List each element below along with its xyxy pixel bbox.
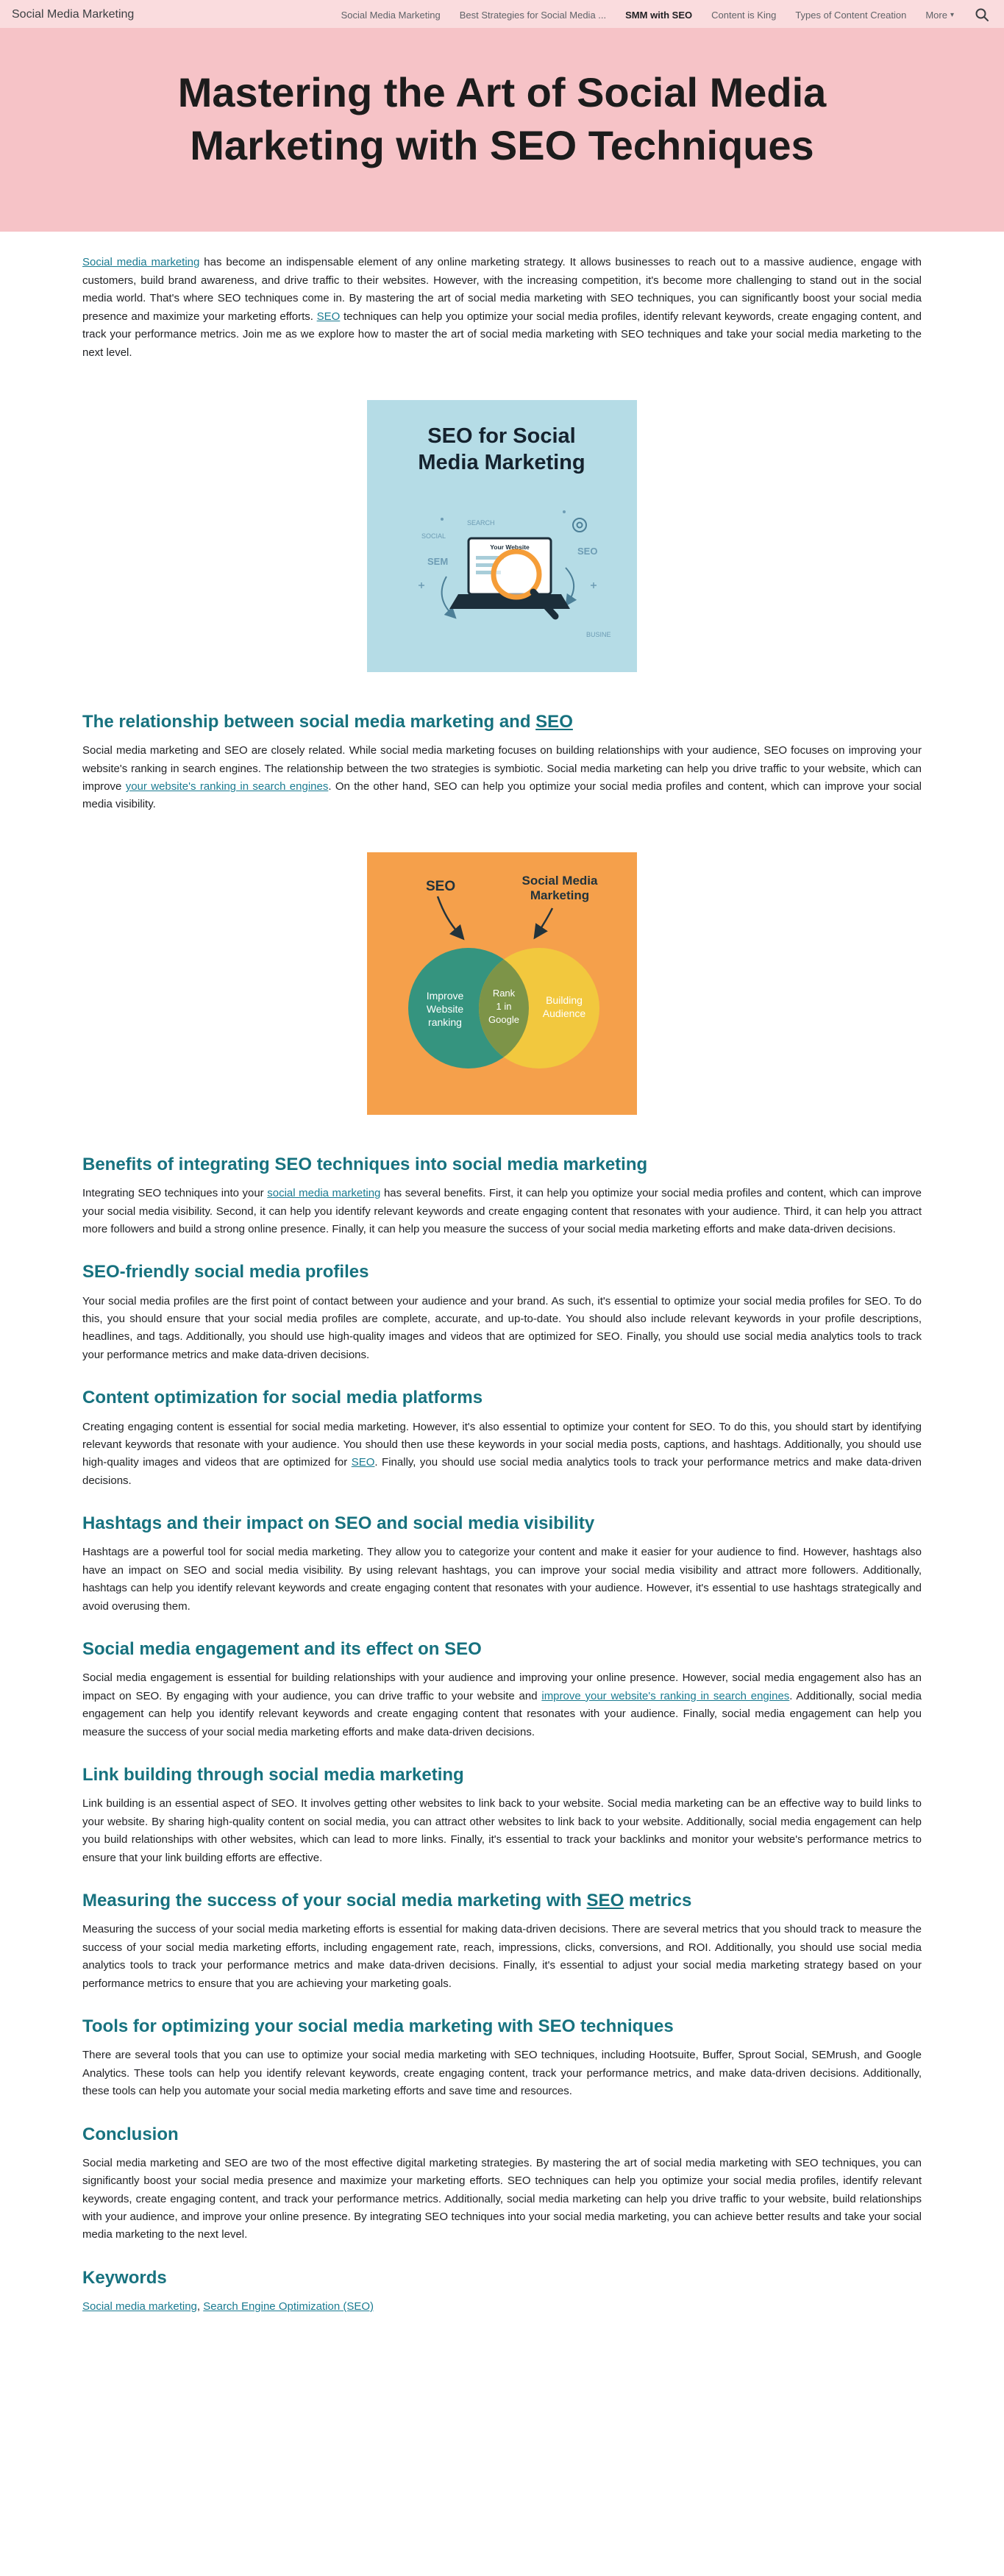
nav-item-types-of-content-creation[interactable] [795, 10, 906, 21]
venn-label-smm-line2: Marketing [530, 888, 590, 902]
section-heading: Hashtags and their impact on SEO and social media visibility [82, 1513, 595, 1534]
section-heading: The relationship between social media marketing and SEO [82, 711, 573, 732]
nav-item-content-is-king[interactable] [711, 10, 776, 21]
doodle-label-seo: SEO [577, 545, 598, 557]
nav-item-more[interactable] [925, 10, 954, 21]
chevron-down-icon: ▾ [950, 10, 954, 19]
paragraph: Social media engagement is essential for building relationships with your audience and improving your online presence. However, social media engagement also has an impact on SEO. By engaging with your audience, you can drive traffic to your website and improve your website's ranking in search engines. Additionally, social media engagement can help you identify relevant keywords and create engaging content that resonates with your audience. Finally, social media engagement can help you measure the success of your social media marketing efforts and make data-driven decisions. [82, 1671, 922, 1738]
inline-link[interactable]: Search Engine Optimization (SEO) [203, 2300, 374, 2313]
section-heading: Keywords [82, 2267, 167, 2288]
article [82, 232, 922, 2350]
nav-item-social-media-marketing[interactable] [341, 10, 441, 21]
paragraph: Hashtags are a powerful tool for social media marketing. They allow you to categorize your content and make it easier for your audience to find. However, hashtags also have an impact on SEO and social media visibility. By using relevant hashtags, you can improve your social media visibility and attract more followers. Additionally, hashtags can help you identify relevant keywords and create engaging content that resonates with your audience. However, it's essential to use hashtags strategically and avoid overusing them. [82, 1546, 922, 1613]
nav-items [341, 10, 954, 21]
paragraph: Your social media profiles are the first point of contact between your audience and your brand. As such, it's essential to optimize your social media profiles for SEO. To do this, you should ensure that your social media profiles are complete, accurate, and up-to-date. You should also include relevant keywords in your profile descriptions, headlines, and tags. Additionally, you should use high-quality images and videos that are optimized for SEO. Finally, you should use social media analytics tools to track your performance metrics and make data-driven decisions. [82, 1294, 922, 1361]
laptop-screen-label: Your Website [490, 543, 530, 551]
doodle-label-sem: SEM [427, 555, 449, 567]
paragraph: There are several tools that you can use to optimize your social media marketing with SEO techniques, including Hootsuite, Buffer, Sprout Social, SEMrush, and Google Analytics. These tools can help you identify relevant keywords, create engaging content, track your performance metrics, and make data-driven decisions. Additionally, these tools can help you automate your social media marketing efforts and save time and resources. [82, 2049, 922, 2098]
nav-item-label: Best Strategies for Social Media ... [459, 9, 607, 21]
paragraph: Link building is an essential aspect of SEO. It involves getting other websites to link back to your website. Social media marketing can be an effective way to build links to your website. By sharing high-quality content on social media, you can attract other websites to link back to your website. Additionally, social media engagement can help you build relationships with other websites, which can lead to more links. Finally, it's essential to track your backlinks and monitor your website's performance metrics to ensure that your link building efforts are effective. [82, 1797, 922, 1864]
venn-label-seo: SEO [426, 878, 456, 894]
paragraph: Social media marketing has become an indispensable element of any online marketing strategy. It allows businesses to reach out to a massive audience, engage with customers, build brand awareness, and drive traffic to their websites. However, with the increasing competition, it's become more challenging to stand out in the social media world. That's where SEO techniques come in. By mastering the art of social media marketing with SEO techniques, you can significantly boost your social media presence and maximize your marketing efforts. SEO techniques can help you optimize your social media profiles, identify relevant keywords, create engaging content, and track your performance metrics. Join me as we explore how to master the art of social media marketing with SEO techniques and take your social media marketing to the next level. [82, 256, 922, 359]
paragraph: Social media marketing and SEO are two of the most effective digital marketing strategies. By mastering the art of social media marketing with SEO techniques, you can significantly boost your social media presence and maximize your marketing efforts. SEO techniques can help you optimize your social media profiles, identify relevant keywords, create engaging content, and track your performance metrics. Additionally, social media marketing can help you drive traffic to your website, build relationships with your audience, and improve your online presence. By integrating SEO techniques into your social media marketing, you can achieve better results and take your social media marketing to the next level. [82, 2156, 922, 2241]
paragraph: Social media marketing, Search Engine Optimization (SEO) [82, 2300, 374, 2313]
paragraph: Creating engaging content is essential for social media marketing. However, it's also essential to optimize your content for SEO. To do this, you should start by identifying relevant keywords that resonate with your audience. You should then use these keywords in your social media posts, captions, and hashtags. Additionally, you should use high-quality images and videos that are optimized for SEO. Finally, you should use social media analytics tools to track your performance metrics and make data-driven decisions. [82, 1420, 922, 1487]
figure1-title-line2: Media Marketing [418, 450, 585, 474]
nav-item-label: More [925, 9, 947, 21]
inline-link[interactable]: SEO [316, 310, 341, 323]
section-heading: Social media engagement and its effect on SEO [82, 1639, 482, 1660]
section-heading: Content optimization for social media platforms [82, 1388, 483, 1408]
hero-banner [0, 28, 1004, 232]
figure1-title-line1: SEO for Social [427, 424, 576, 448]
doodle-label-business: BUSINE [586, 630, 611, 638]
top-nav [0, 0, 1004, 28]
paragraph: Measuring the success of your social media marketing efforts is essential for making data-driven decisions. There are several metrics that you should track to measure the success of your social media marketing efforts, including engagement rate, reach, impressions, clicks, conversions, and ROI. Additionally, you should use social media analytics tools to track your performance metrics and make data-driven decisions. Finally, it's essential to adjust your social media marketing strategy based on your performance metrics to ensure that you are achieving your marketing goals. [82, 1923, 922, 1990]
inline-link[interactable]: Social media marketing [82, 256, 200, 269]
paragraph: Integrating SEO techniques into your social media marketing has several benefits. First, it can help you optimize your social media profiles and content, which can improve your social media visibility. Second, it can help you identify relevant keywords and create engaging content that resonates with your audience. Third, it can help you attract more followers and build a strong online presence. Finally, it can help you measure the success of your social media marketing efforts and make data-driven decisions. [82, 1187, 922, 1235]
nav-item-label: Social Media Marketing [341, 9, 441, 21]
inline-link[interactable]: Social media marketing [82, 2300, 197, 2313]
section-heading: Benefits of integrating SEO techniques into social media marketing [82, 1154, 648, 1174]
doodle-label-search: SEARCH [467, 518, 495, 527]
doodle-label-social: SOCIAL [421, 532, 446, 540]
inline-link[interactable]: your website's ranking in search engines [125, 780, 329, 793]
paragraph: Social media marketing and SEO are closely related. While social media marketing focuses on building relationships with your audience, SEO focuses on improving your website's ranking in search engines. The relationship between the two strategies is symbiotic. Social media marketing can help you drive traffic to your website, which can improve your website's ranking in search engines. On the other hand, SEO can help you optimize your social media profiles and content, which can improve your social media visibility. [82, 744, 922, 811]
inline-link[interactable]: SEO [586, 1891, 624, 1911]
venn-center-text-1: Rank [492, 987, 516, 999]
nav-item-best-strategies-for-social-media[interactable] [460, 10, 606, 21]
site-title[interactable]: Social Media Marketing [12, 8, 135, 21]
section-heading: Conclusion [82, 2124, 179, 2144]
inline-link[interactable]: SEO [351, 1456, 375, 1469]
section-heading: Link building through social media marketing [82, 1765, 464, 1785]
nav-item-label: SMM with SEO [625, 9, 693, 21]
venn-left-text-2: Website [426, 1002, 464, 1015]
inline-link[interactable]: improve your website's ranking in search engines [541, 1689, 790, 1702]
nav-item-label: Content is King [711, 9, 777, 21]
venn-left-text-3: ranking [428, 1016, 462, 1028]
venn-right-text-2: Audience [542, 1007, 586, 1019]
page-title: Mastering the Art of Social Media Marketing with SEO Techniques [177, 69, 827, 168]
search-icon[interactable] [975, 7, 989, 22]
section-heading: SEO-friendly social media profiles [82, 1262, 369, 1282]
figure-seo-smm-venn-diagram [82, 852, 922, 1115]
nav-item-smm-with-seo[interactable] [625, 10, 692, 21]
section-heading: Measuring the success of your social media marketing with SEO metrics [82, 1891, 692, 1911]
figure-seo-for-social-media [82, 400, 922, 672]
venn-left-text-1: Improve [426, 989, 464, 1002]
venn-right-text-1: Building [546, 993, 583, 1006]
venn-center-text-3: Google [488, 1013, 519, 1025]
section-heading: Tools for optimizing your social media marketing with SEO techniques [82, 2016, 674, 2037]
venn-center-text-2: 1 in [496, 1000, 512, 1012]
inline-link[interactable]: SEO [535, 711, 573, 732]
page-header [0, 0, 1004, 232]
inline-link[interactable]: social media marketing [267, 1187, 381, 1200]
nav-item-label: Types of Content Creation [795, 9, 907, 21]
venn-label-smm-line1: Social Media [521, 873, 598, 888]
nav-right [341, 7, 989, 22]
